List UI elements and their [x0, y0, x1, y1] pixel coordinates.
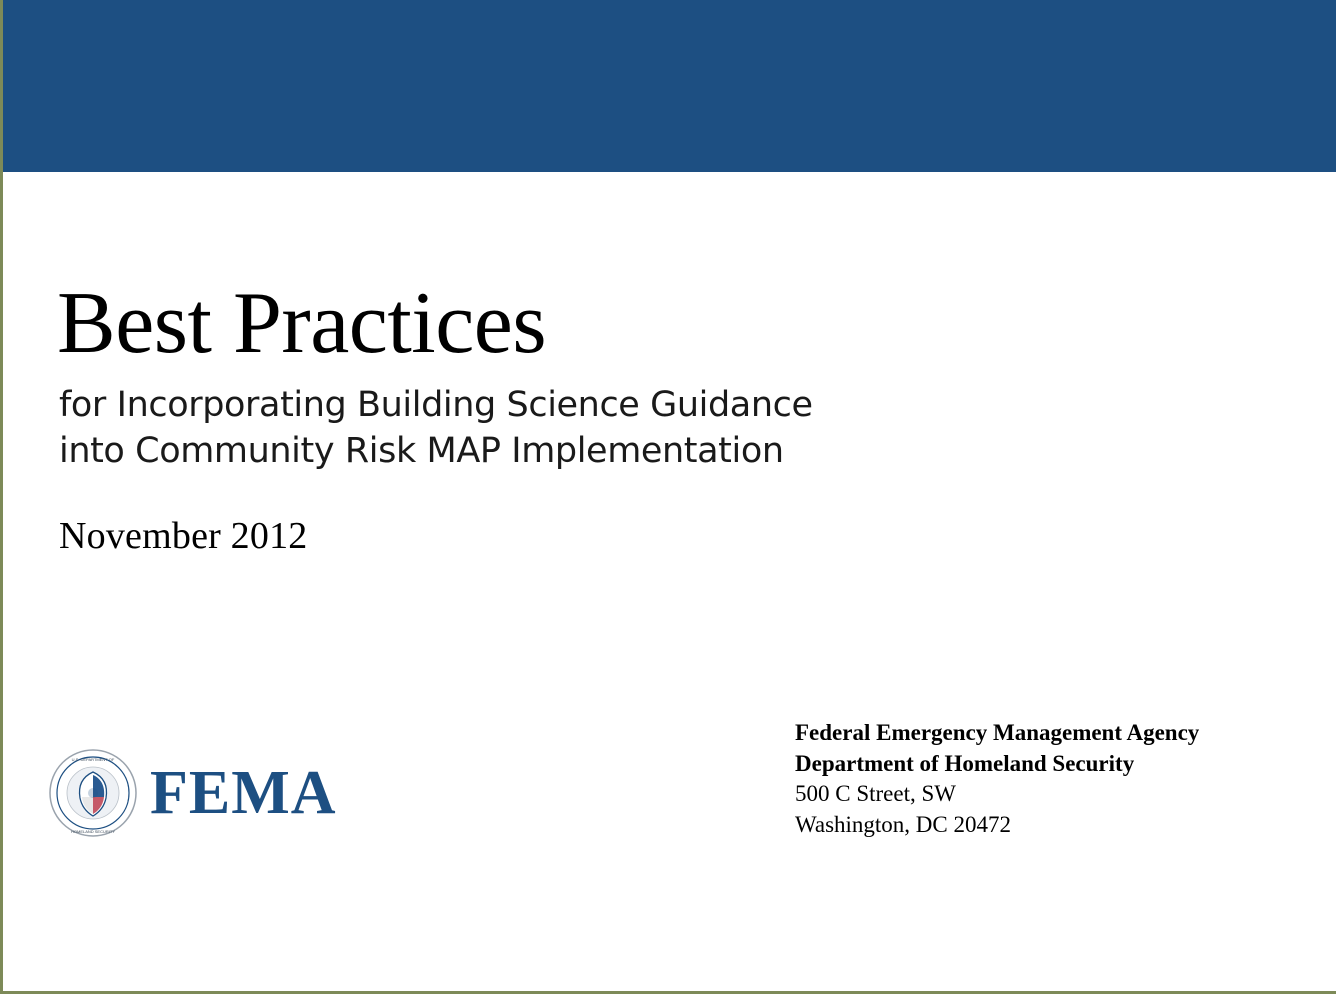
publication-date: November 2012	[59, 515, 308, 558]
page-subtitle	[59, 382, 1057, 474]
agency-street: 500 C Street, SW	[795, 781, 956, 807]
page-title: Best Practices	[57, 275, 547, 372]
fema-wordmark: FEMA	[150, 759, 337, 827]
subtitle-line-1: for Incorporating Building Science Guidance	[59, 385, 813, 425]
fema-logo	[48, 748, 337, 838]
header-band	[3, 0, 1336, 172]
agency-city-state-zip: Washington, DC 20472	[795, 811, 1012, 837]
agency-name: Federal Emergency Management Agency	[795, 720, 1200, 745]
agency-address	[795, 718, 1199, 840]
title-block	[57, 275, 1057, 558]
agency-department: Department of Homeland Security	[795, 750, 1135, 776]
subtitle-line-2: into Community Risk MAP Implementation	[59, 431, 784, 472]
svg-text:HOMELAND SECURITY: HOMELAND SECURITY	[70, 829, 116, 834]
dhs-seal-icon	[48, 748, 138, 838]
svg-text:U.S. DEPARTMENT OF: U.S. DEPARTMENT OF	[71, 757, 115, 762]
